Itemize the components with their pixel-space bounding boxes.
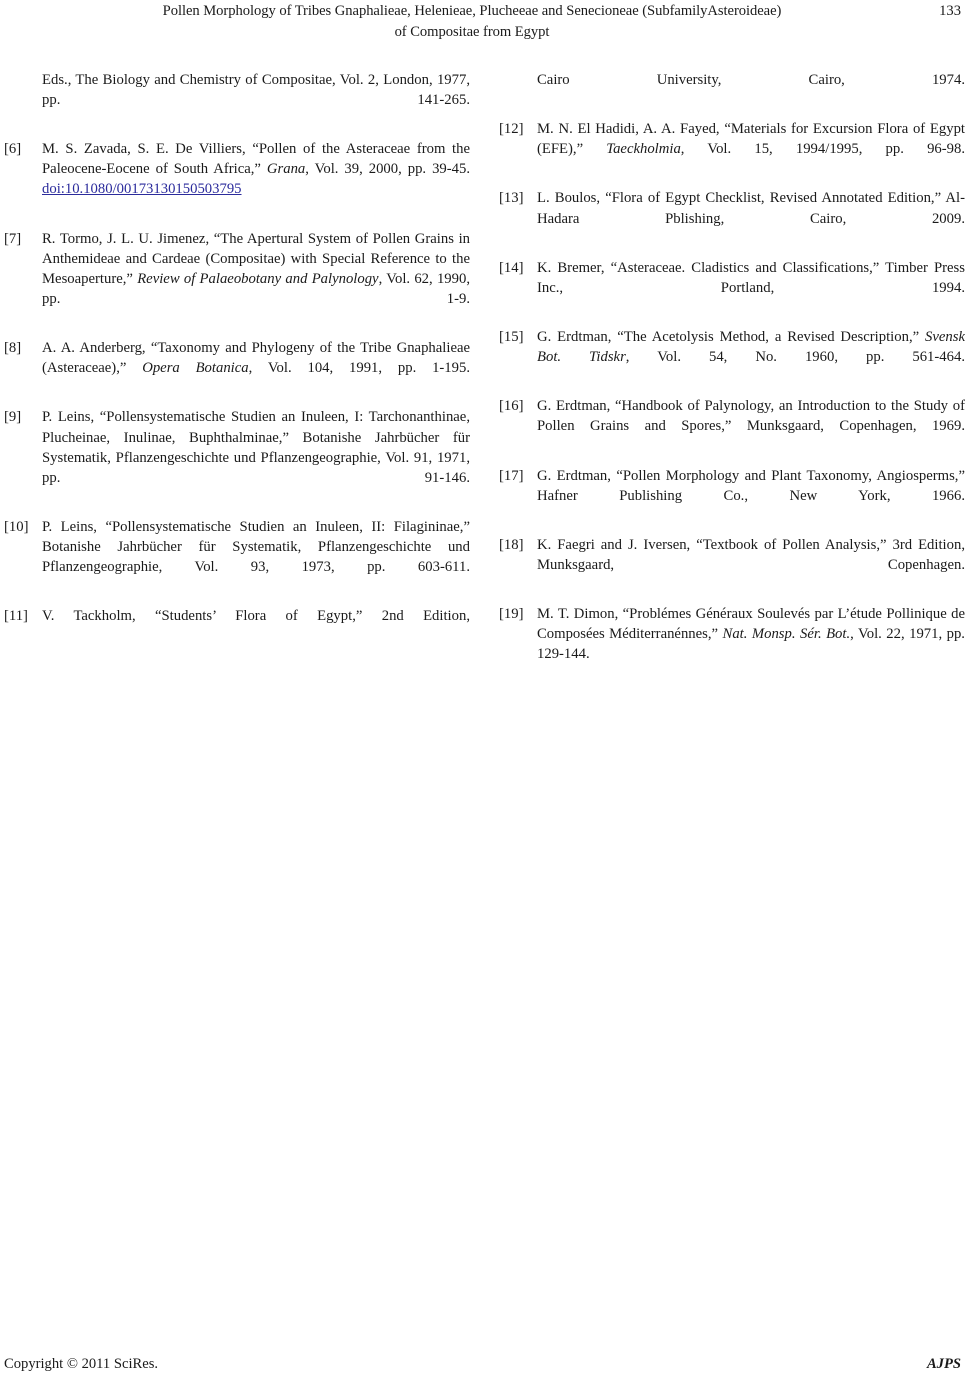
reference-entry — [4, 229, 470, 329]
reference-text-run: G. Erdtman, “Pollen Morphology and Plant Taxonomy, Angiosperms,” Hafner Publishing Co., New York, 1966. — [537, 467, 965, 504]
reference-text — [537, 604, 965, 684]
reference-number: [10] — [4, 518, 29, 535]
reference-number: [9] — [4, 409, 22, 426]
page-running-head — [0, 0, 965, 46]
reference-text — [42, 229, 470, 329]
reference-text-run: , Vol. 54, No. 1960, pp. 561-464. — [625, 349, 965, 366]
reference-entry — [4, 517, 470, 597]
reference-text — [537, 70, 965, 110]
reference-number: [7] — [4, 230, 22, 247]
reference-text — [42, 517, 470, 597]
reference-number: [17] — [499, 467, 524, 484]
reference-text — [42, 338, 470, 398]
reference-text-run: M. T. Dimon, “Problémes Généraux Soulevés par L’étude Pollinique de Composées Méditerranénnes,” — [537, 606, 965, 643]
reference-text — [537, 258, 965, 318]
reference-column-left — [4, 70, 470, 646]
reference-text — [537, 327, 965, 387]
reference-text-run: P. Leins, “Pollensystematische Studien an Inuleen, I: Tarchonanthinae, Plucheinae, Inulinae, Buphthalminae,” Botanishe Jahrbücher für Systematik, Pflanzengeschichte und Pflanzengeographie, Vol. 91, 1971, pp. 91-146. — [42, 409, 470, 486]
reference-text — [42, 606, 470, 646]
reference-text-run: G. Erdtman, “Handbook of Palynology, an Introduction to the Study of Pollen Grains and Spores,” Munksgaard, Copenhagen, 1969. — [537, 398, 965, 435]
reference-number: [16] — [499, 398, 524, 415]
reference-entry — [499, 327, 965, 387]
reference-text-run: V. Tackholm, “Students’ Flora of Egypt,” 2nd Edition, — [42, 608, 470, 625]
reference-text — [42, 407, 470, 507]
reference-entry — [4, 606, 470, 646]
reference-text-run: , Vol. 22, 1971, pp. 129-144. — [537, 626, 965, 663]
reference-text — [537, 188, 965, 248]
reference-source-title: Grana — [266, 161, 306, 178]
reference-text-run: , Vol. 39, 2000, pp. 39-45. — [305, 161, 471, 178]
running-head-title-line-1: Pollen Morphology of Tribes Gnaphalieae, Helenieae, Plucheeae and Senecioneae (SubfamilyAsteroideae) — [162, 3, 782, 19]
reference-source-title: Svensk Bot. Tidskr — [537, 329, 965, 366]
reference-number: [13] — [499, 190, 524, 207]
reference-number: [14] — [499, 259, 524, 276]
reference-number: [6] — [4, 141, 22, 158]
reference-entry — [499, 466, 965, 526]
page-number: 133 — [939, 3, 961, 19]
reference-source-title: Nat. Monsp. Sér. Bot. — [722, 626, 851, 643]
reference-entry — [4, 338, 470, 398]
reference-entry — [499, 396, 965, 456]
reference-text — [537, 396, 965, 456]
running-head-title — [72, 1, 872, 43]
reference-text-run: A. A. Anderberg, “Taxonomy and Phylogeny of the Tribe Gnaphalieae (Asteraceae),” — [42, 340, 470, 377]
reference-source-title: Opera Botanica — [142, 360, 249, 377]
reference-entry — [499, 119, 965, 179]
reference-text-run: M. N. El Hadidi, A. A. Fayed, “Materials for Excursion Flora of Egypt (EFE),” — [537, 121, 965, 158]
reference-continuation — [4, 70, 470, 130]
reference-number: [8] — [4, 340, 22, 357]
reference-entry — [4, 407, 470, 507]
reference-text-run: R. Tormo, J. L. U. Jimenez, “The Apertural System of Pollen Grains in Anthemideae and Cardeae (Compositae) with Special Reference to the Mesoaperture,” — [42, 230, 470, 287]
reference-text-run: K. Bremer, “Asteraceae. Cladistics and Classifications,” Timber Press Inc., Portland, 1994. — [537, 259, 965, 296]
reference-entry — [4, 139, 470, 219]
reference-number: [18] — [499, 536, 524, 553]
reference-source-title: Taeckholmia — [606, 141, 681, 158]
reference-text — [42, 139, 470, 219]
reference-text — [537, 466, 965, 526]
reference-column-right — [499, 70, 965, 685]
reference-text — [42, 70, 470, 130]
reference-entry — [499, 535, 965, 595]
reference-entry — [499, 604, 965, 684]
reference-text-run: , Vol. 15, 1994/1995, pp. 96-98. — [680, 141, 965, 158]
reference-number: [19] — [499, 606, 524, 623]
reference-text-run: M. S. Zavada, S. E. De Villiers, “Pollen of the Asteraceae from the Paleocene-Eocene of South Africa,” — [42, 141, 470, 178]
footer-journal-abbreviation: AJPS — [926, 1356, 961, 1372]
reference-text-run: , Vol. 62, 1990, pp. 1-9. — [42, 270, 470, 307]
running-head-title-line-2: of Compositae from Egypt — [394, 24, 550, 40]
footer-copyright: Copyright © 2011 SciRes. — [4, 1356, 159, 1372]
reference-text-run: P. Leins, “Pollensystematische Studien an Inuleen, II: Filagininae,” Botanishe Jahrbücher für Systematik, Pflanzengeschichte und Pflanzengeographie, Vol. 93, 1973, pp. 603-611. — [42, 518, 470, 576]
reference-text-run: Cairo University, Cairo, 1974. — [537, 72, 965, 88]
reference-number: [11] — [4, 608, 28, 625]
reference-text-run: Eds., The Biology and Chemistry of Compositae, Vol. 2, London, 1977, pp. 141-265. — [42, 72, 470, 109]
reference-number: [15] — [499, 329, 524, 346]
reference-number: [12] — [499, 121, 524, 138]
reference-text — [537, 119, 965, 179]
reference-text — [537, 535, 965, 595]
reference-text-run: G. Erdtman, “The Acetolysis Method, a Revised Description,” — [537, 329, 926, 346]
reference-entry — [499, 188, 965, 248]
page-footer — [0, 1350, 965, 1386]
reference-text-run: L. Boulos, “Flora of Egypt Checklist, Revised Annotated Edition,” Al-Hadara Pblishing, Cairo, 2009. — [537, 190, 965, 227]
doi-link[interactable]: doi:10.1080/00173130150503795 — [42, 181, 242, 198]
reference-continuation — [499, 70, 965, 110]
reference-entry — [499, 258, 965, 318]
reference-text-run: K. Faegri and J. Iversen, “Textbook of Pollen Analysis,” 3rd Edition, Munksgaard, Copenhagen. — [537, 536, 965, 573]
reference-source-title: Review of Palaeobotany and Palynology — [137, 270, 379, 287]
reference-text-run: , Vol. 104, 1991, pp. 1-195. — [248, 360, 471, 377]
